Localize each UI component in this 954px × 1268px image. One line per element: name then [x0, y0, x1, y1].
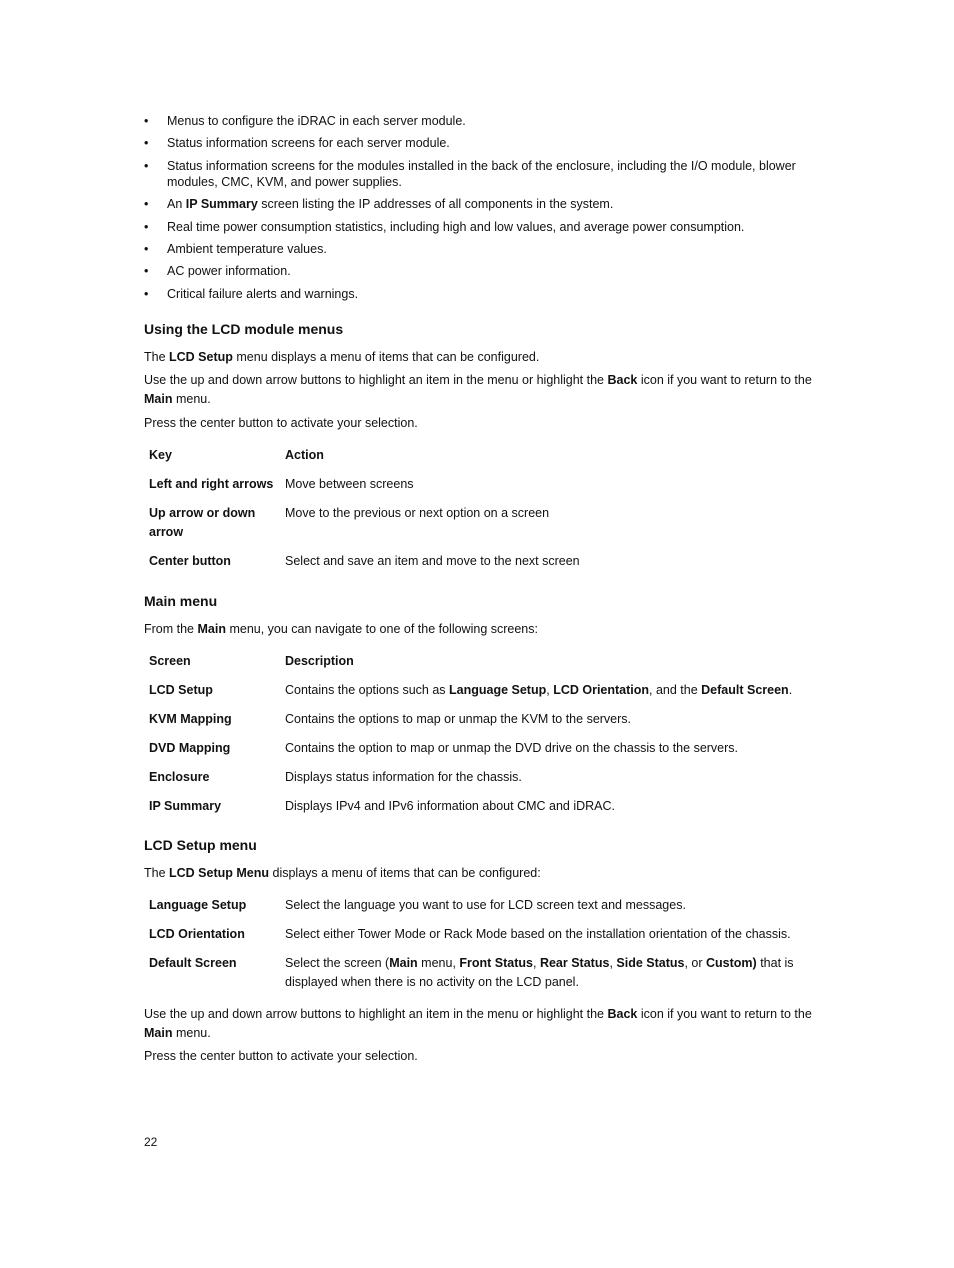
lcd-setup-table [144, 896, 834, 998]
table-row: Default Screen Select the screen (Main menu, Front Status, Rear Status, Side Status, or Custom) that is displayed when there is no activity on the LCD panel. [149, 956, 794, 989]
table-row: IP Summary Displays IPv4 and IPv6 information about CMC and iDRAC. [149, 799, 616, 813]
list-item: • An IP Summary screen listing the IP addresses of all components in the system. [144, 196, 834, 212]
table-header-row: Key Action [149, 448, 324, 462]
paragraph: Use the up and down arrow buttons to highlight an item in the menu or highlight the Back icon if you want to return to the Main menu. [144, 1007, 812, 1040]
section-heading-main-menu: Main menu [144, 593, 218, 609]
table-row: Center button Select and save an item and move to the next screen [149, 554, 580, 568]
page-number: 22 [144, 1135, 158, 1149]
key-action-table [144, 446, 834, 581]
table-row: LCD Orientation Select either Tower Mode or Rack Mode based on the installation orientation of the chassis. [149, 927, 791, 941]
paragraph: Use the up and down arrow buttons to highlight an item in the menu or highlight the Back icon if you want to return to the Main menu. [144, 373, 812, 406]
list-item: • Ambient temperature values. [144, 241, 834, 257]
feature-bullet-list [144, 113, 834, 308]
section-heading-lcd-setup-menu: LCD Setup menu [144, 837, 257, 853]
list-item: • Critical failure alerts and warnings. [144, 286, 834, 302]
table-row: LCD Setup Contains the options such as Language Setup, LCD Orientation, and the Default Screen. [149, 683, 793, 697]
table-row: Up arrow or down arrow Move to the previous or next option on a screen [149, 506, 550, 539]
list-item: • Status information screens for the modules installed in the back of the enclosure, including the I/O module, blower modules, CMC, KVM, and power supplies. [144, 158, 834, 190]
list-item: • Status information screens for each server module. [144, 135, 834, 151]
table-header-row: Screen Description [149, 654, 354, 668]
paragraph: From the Main menu, you can navigate to one of the following screens: [144, 622, 538, 636]
paragraph: Press the center button to activate your selection. [144, 416, 418, 430]
section-heading-lcd-module-menus: Using the LCD module menus [144, 321, 344, 337]
paragraph: The LCD Setup menu displays a menu of items that can be configured. [144, 350, 540, 364]
table-row: Left and right arrows Move between screens [149, 477, 414, 491]
paragraph: The LCD Setup Menu displays a menu of items that can be configured: [144, 866, 541, 880]
table-row: DVD Mapping Contains the option to map or unmap the DVD drive on the chassis to the servers. [149, 741, 739, 755]
paragraph: Press the center button to activate your selection. [144, 1049, 418, 1063]
list-item: • Menus to configure the iDRAC in each server module. [144, 113, 834, 129]
table-row: KVM Mapping Contains the options to map or unmap the KVM to the servers. [149, 712, 632, 726]
screen-description-table [144, 652, 834, 826]
list-item: • AC power information. [144, 263, 834, 279]
table-row: Language Setup Select the language you want to use for LCD screen text and messages. [149, 898, 686, 912]
table-row: Enclosure Displays status information for the chassis. [149, 770, 522, 784]
list-item: • Real time power consumption statistics, including high and low values, and average power consumption. [144, 219, 834, 235]
